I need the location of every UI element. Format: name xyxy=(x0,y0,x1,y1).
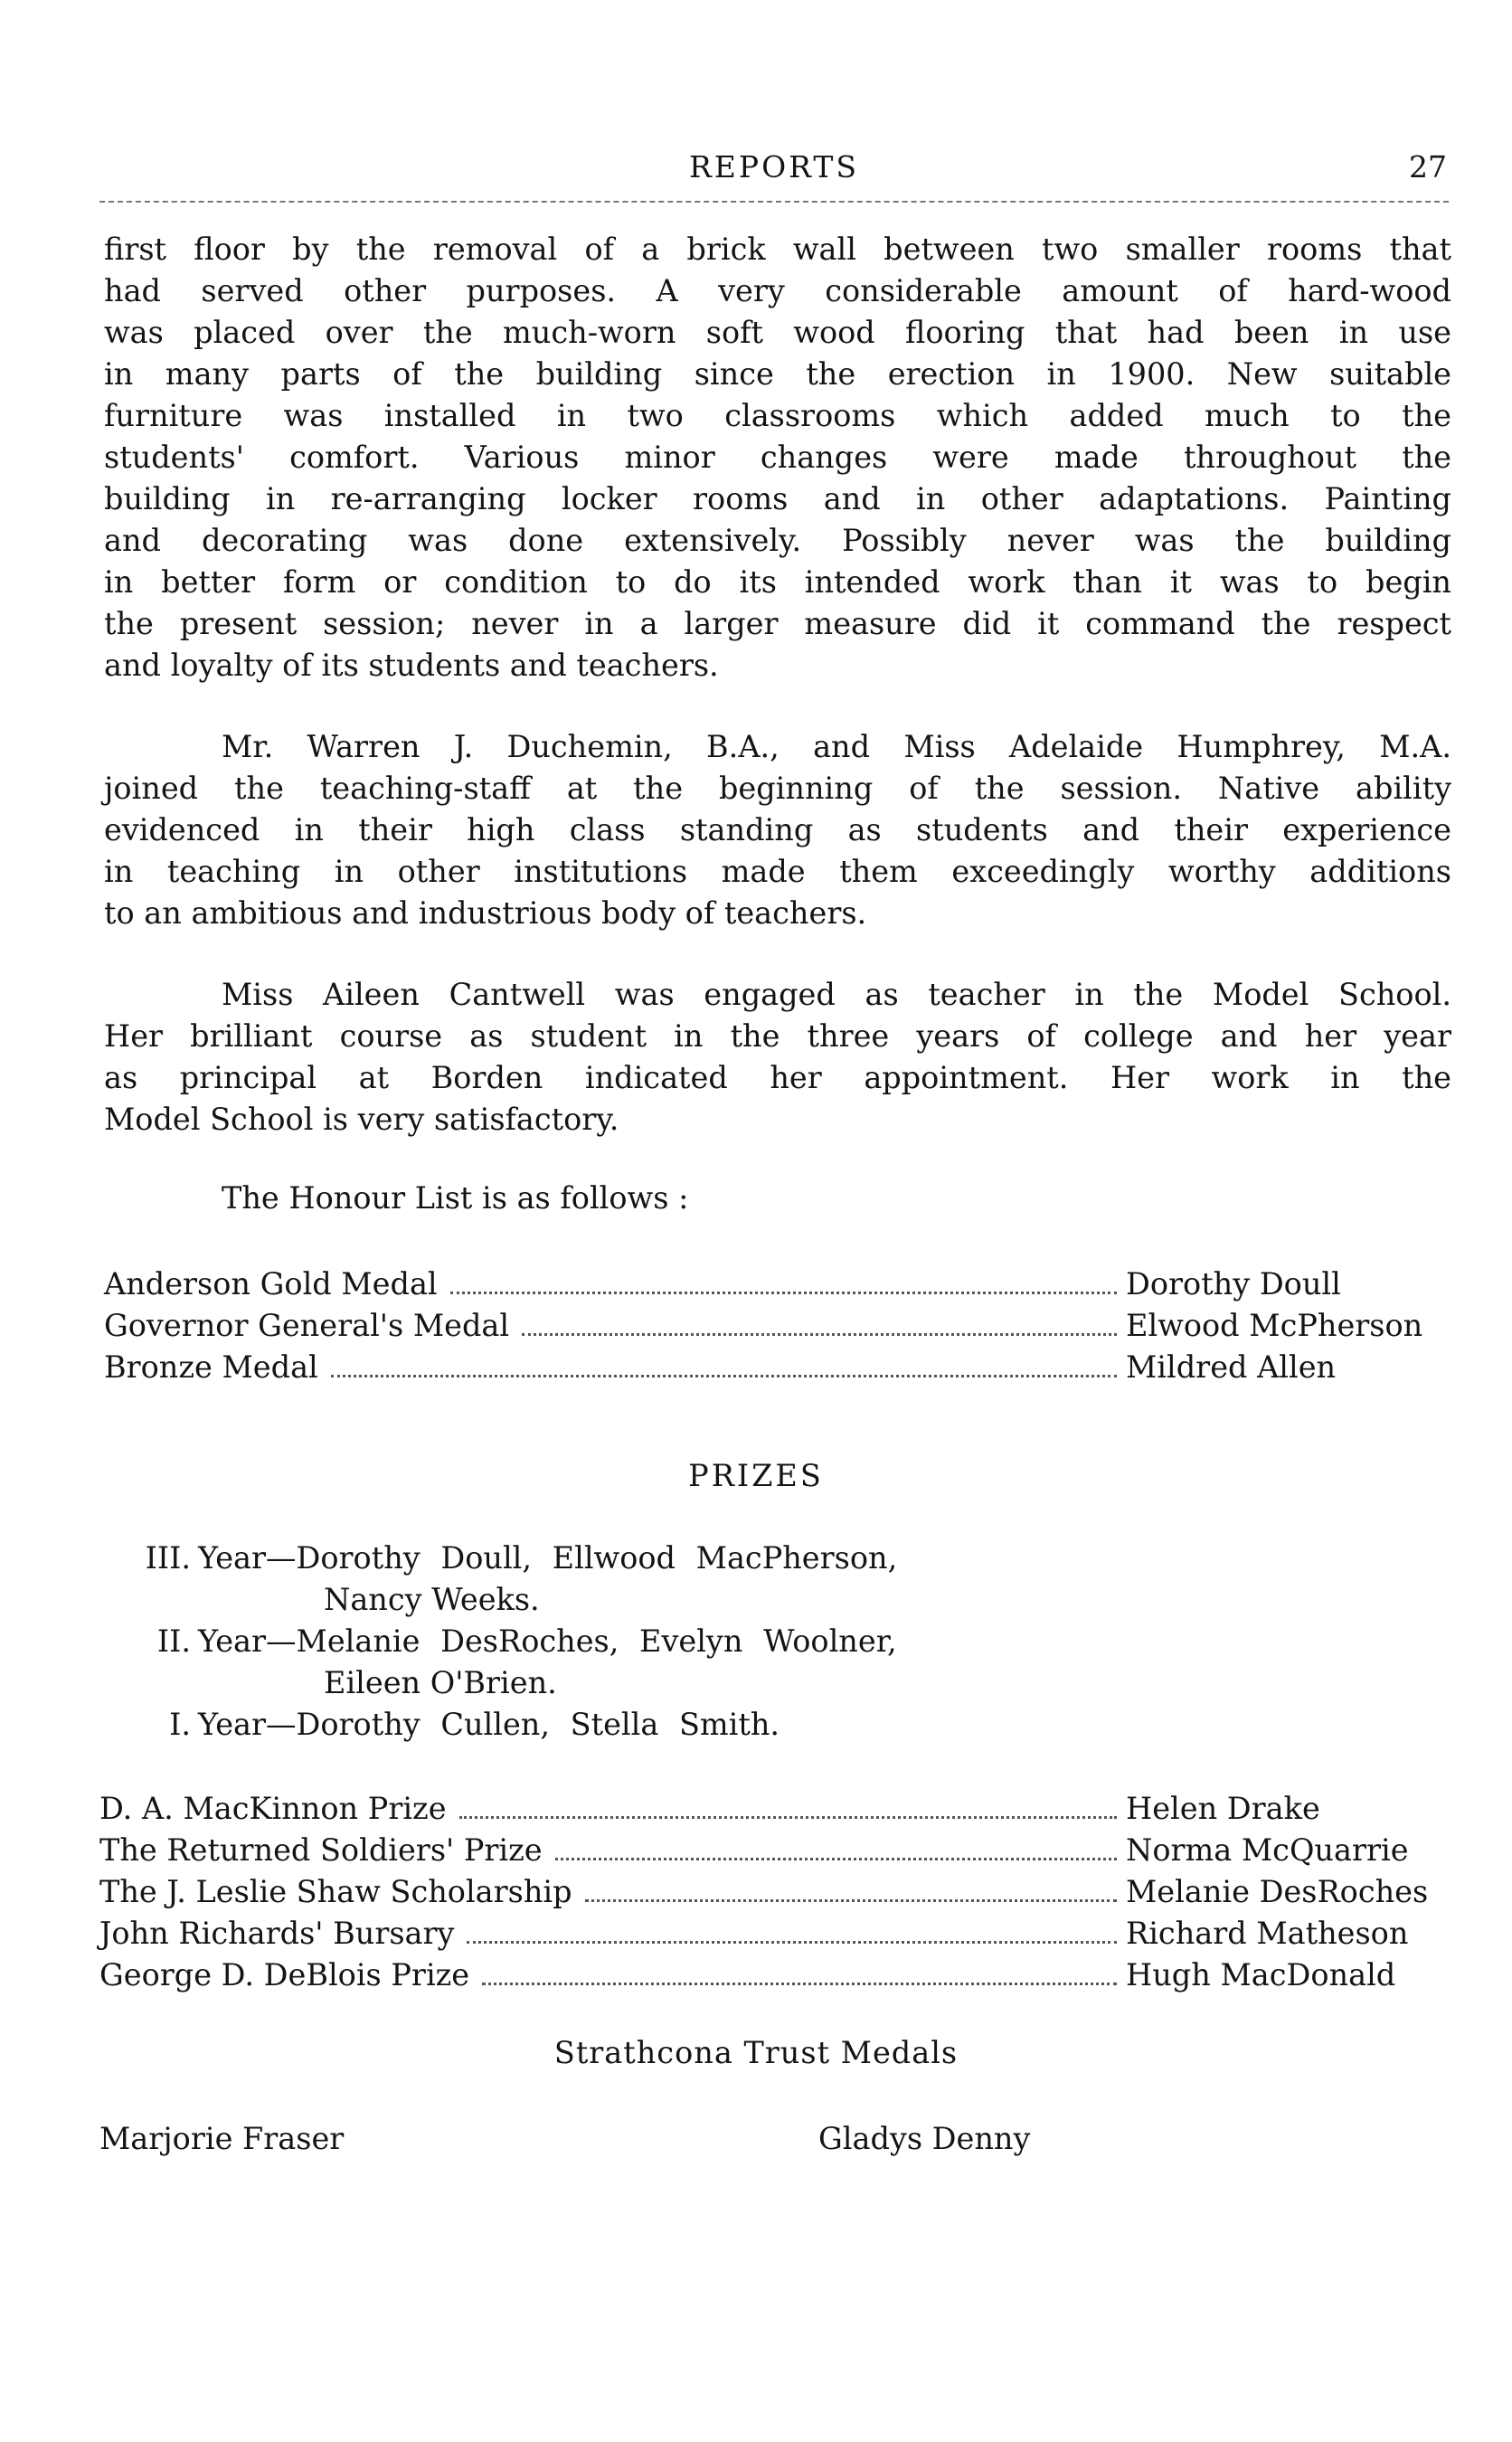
year-number: II. xyxy=(156,1623,191,1659)
year-number: III. xyxy=(145,1540,191,1576)
honour-row xyxy=(104,1266,1388,1308)
award-name: Governor General's Medal xyxy=(104,1308,510,1343)
text-line: had served other purposes. A very considerable amount of hard-wood xyxy=(104,273,1451,308)
prize-row xyxy=(99,1957,1396,1999)
prize-winner: Norma McQuarrie xyxy=(1126,1832,1409,1868)
dot-leader xyxy=(585,1899,1117,1902)
prize-row xyxy=(99,1916,1409,1957)
text-line: and decorating was done extensively. Possibly never was the building xyxy=(104,523,1451,558)
text-line: in many parts of the building since the erection in 1900. New suitable xyxy=(104,356,1451,392)
prize-row xyxy=(99,1791,1388,1832)
award-winner: Elwood McPherson xyxy=(1126,1308,1423,1343)
prize-name: The Returned Soldiers' Prize xyxy=(99,1832,543,1868)
award-winner: Dorothy Doull xyxy=(1126,1266,1341,1301)
text-line: and loyalty of its students and teachers. xyxy=(104,648,719,683)
page-number: 27 xyxy=(1409,149,1447,185)
text-line: furniture was installed in two classrooms which added much to the xyxy=(104,398,1451,433)
page-header xyxy=(99,149,1449,194)
year-prize-text: Eileen O'Brien. xyxy=(324,1665,557,1700)
text-line: joined the teaching-staff at the beginning of the session. Native ability xyxy=(104,771,1451,806)
medalist-name: Marjorie Fraser xyxy=(99,2121,345,2156)
prize-winner: Melanie DesRoches xyxy=(1126,1874,1429,1909)
text-line: evidenced in their high class standing as students and their experience xyxy=(104,812,1451,847)
paragraph-model-school xyxy=(104,974,1451,1141)
year-prize-text: Year—Dorothy Cullen, Stella Smith. xyxy=(198,1707,780,1742)
prize-name: The J. Leslie Shaw Scholarship xyxy=(99,1874,572,1909)
award-winner: Mildred Allen xyxy=(1126,1349,1337,1385)
year-prize-text: Nancy Weeks. xyxy=(324,1582,540,1617)
paragraph-building-improvements xyxy=(104,229,1451,686)
honour-list xyxy=(104,1266,1423,1391)
prize-winner: Hugh MacDonald xyxy=(1126,1957,1396,1992)
named-prize-list xyxy=(99,1791,1429,1999)
award-name: Anderson Gold Medal xyxy=(104,1266,438,1301)
text-line: as principal at Borden indicated her appointment. Her work in the xyxy=(104,1060,1451,1095)
prize-row xyxy=(99,1832,1409,1874)
text-line: Mr. Warren J. Duchemin, B.A., and Miss Adelaide Humphrey, M.A. xyxy=(222,729,1451,764)
strathcona-heading: Strathcona Trust Medals xyxy=(553,2035,959,2070)
dot-leader xyxy=(467,1941,1117,1944)
text-line: in better form or condition to do its intended work than it was to begin xyxy=(104,564,1451,600)
paragraph-new-staff xyxy=(104,726,1451,934)
dot-leader xyxy=(331,1375,1117,1377)
prize-name: George D. DeBlois Prize xyxy=(99,1957,470,1992)
year-number: I. xyxy=(169,1707,191,1742)
medalist-name: Gladys Denny xyxy=(818,2121,1031,2156)
year-prize-text: Year—Dorothy Doull, Ellwood MacPherson, xyxy=(198,1540,898,1576)
dot-leader xyxy=(555,1858,1117,1860)
prize-winner: Richard Matheson xyxy=(1126,1916,1409,1951)
dot-leader xyxy=(450,1292,1117,1294)
year-prize-text: Year—Melanie DesRoches, Evelyn Woolner, xyxy=(198,1623,897,1659)
text-line: was placed over the much-worn soft wood flooring that had been in use xyxy=(104,315,1451,350)
text-line: building in re-arranging locker rooms and in other adaptations. Painting xyxy=(104,481,1451,516)
running-title: REPORTS xyxy=(688,149,860,185)
prize-row xyxy=(99,1874,1429,1916)
honour-row xyxy=(104,1308,1423,1349)
text-line: the present session; never in a larger measure did it command the respect xyxy=(104,606,1451,641)
text-line: in teaching in other institutions made them exceedingly worthy additions xyxy=(104,854,1451,889)
honour-list-intro: The Honour List is as follows : xyxy=(222,1180,689,1216)
dot-leader xyxy=(482,1983,1117,1985)
dot-leader xyxy=(459,1816,1117,1819)
text-line: students' comfort. Various minor changes were made throughout the xyxy=(104,440,1451,475)
dot-leader xyxy=(522,1333,1117,1336)
prize-name: John Richards' Bursary xyxy=(99,1916,455,1951)
strathcona-medalists xyxy=(99,2121,1094,2163)
text-line: Model School is very satisfactory. xyxy=(104,1102,619,1137)
text-line: to an ambitious and industrious body of teachers. xyxy=(104,895,867,931)
honour-row xyxy=(104,1349,1388,1391)
prizes-heading: PRIZES xyxy=(688,1458,824,1493)
prize-winner: Helen Drake xyxy=(1126,1791,1320,1826)
text-line: first floor by the removal of a brick wall between two smaller rooms that xyxy=(104,232,1451,267)
text-line: Her brilliant course as student in the three years of college and her year xyxy=(104,1018,1451,1054)
text-line: Miss Aileen Cantwell was engaged as teacher in the Model School. xyxy=(222,977,1451,1012)
award-name: Bronze Medal xyxy=(104,1349,318,1385)
header-rule xyxy=(99,201,1449,203)
prize-name: D. A. MacKinnon Prize xyxy=(99,1791,447,1826)
